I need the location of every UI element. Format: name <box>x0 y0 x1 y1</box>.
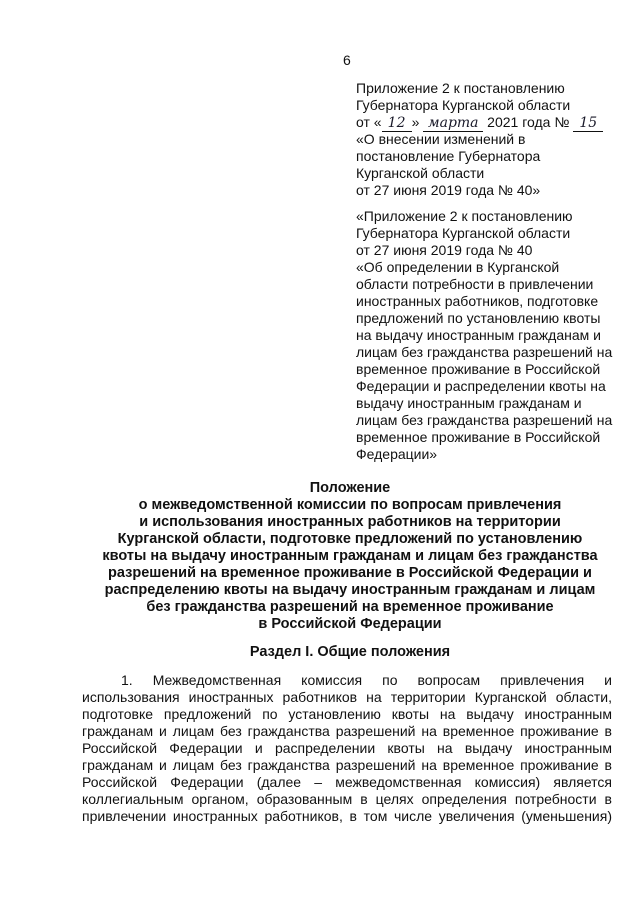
appendix-reference-block <box>356 208 626 463</box>
body-line: коллегиальным органом, образованным в целях определения потребности в <box>82 791 612 807</box>
body-line: использования иностранных работников на территории Курганской области, <box>82 689 612 705</box>
appendix-line: области потребности в привлечении <box>356 276 594 292</box>
handwritten-day: 12 <box>382 116 412 132</box>
header-line: Курганской области <box>356 165 485 181</box>
section-heading: Раздел I. Общие положения <box>249 644 451 660</box>
header-line: от 27 июня 2019 года № 40» <box>356 182 541 198</box>
body-line: 1. Межведомственная комиссия по вопросам привлечения и <box>121 672 612 688</box>
appendix-line: выдачу иностранным гражданам и <box>356 395 582 411</box>
date-close-quote: » <box>411 114 420 130</box>
body-line: гражданам и лицам без гражданства разрешений на временное проживание в <box>82 757 612 773</box>
appendix-line: Федерации» <box>356 446 438 462</box>
title-line: Положение <box>309 480 391 496</box>
header-line: Губернатора Курганской области <box>356 97 571 113</box>
appendix-line: на выдачу иностранным гражданам и <box>356 327 601 343</box>
appendix-line: лицам без гражданства разрешений на <box>356 412 613 428</box>
date-year-text: 2021 года № <box>487 114 570 130</box>
title-line: в Российской Федерации <box>258 616 442 632</box>
appendix-line: лицам без гражданства разрешений на <box>356 344 613 360</box>
header-line: «О внесении изменений в <box>356 131 526 147</box>
appendix-line: «Приложение 2 к постановлению <box>356 208 573 224</box>
title-line: Курганской области, подготовке предложений по установлению <box>117 531 583 547</box>
appendix-line: временное проживание в Российской <box>356 429 601 445</box>
body-line: Российской Федерации и распределении квоты на выдачу иностранным <box>82 740 612 756</box>
handwritten-number: 15 <box>573 116 603 132</box>
appendix-line: от 27 июня 2019 года № 40 <box>356 242 533 258</box>
body-line: гражданам и лицам без гражданства разрешений на временное проживание в <box>82 723 612 739</box>
amendment-reference-block <box>356 80 626 199</box>
title-line: разрешений на временное проживание в Российской Федерации и <box>108 565 592 581</box>
body-line: подготовке предложений по установлению квоты на выдачу иностранным <box>82 706 612 722</box>
handwritten-month: марта <box>423 116 483 132</box>
appendix-line: иностранных работников, подготовке <box>356 293 599 309</box>
page-number: 6 <box>343 52 351 68</box>
appendix-line: Федерации и распределении квоты на <box>356 378 606 394</box>
body-line: привлечении иностранных работников, в том числе увеличения (уменьшения) <box>82 808 612 824</box>
title-line: о межведомственной комиссии по вопросам привлечения <box>138 497 562 513</box>
header-line: постановление Губернатора <box>356 148 541 164</box>
title-line: без гражданства разрешений на временное проживание <box>146 599 554 615</box>
appendix-line: Губернатора Курганской области <box>356 225 571 241</box>
appendix-line: «Об определении в Курганской <box>356 259 560 275</box>
date-prefix: от « <box>356 114 382 130</box>
body-line: Российской Федерации (далее – межведомственная комиссия) является <box>82 774 612 790</box>
title-line: распределению квоты на выдачу иностранным гражданам и лицам <box>104 582 596 598</box>
title-line: и использования иностранных работников на территории <box>139 514 561 530</box>
header-line: Приложение 2 к постановлению <box>356 80 565 96</box>
appendix-line: предложений по установлению квоты <box>356 310 601 326</box>
document-title <box>80 480 620 633</box>
date-number-line <box>356 114 626 131</box>
title-line: квоты на выдачу иностранным гражданам и лицам без гражданства <box>102 548 598 564</box>
appendix-line: временное проживание в Российской <box>356 361 601 377</box>
body-paragraph <box>82 672 612 825</box>
